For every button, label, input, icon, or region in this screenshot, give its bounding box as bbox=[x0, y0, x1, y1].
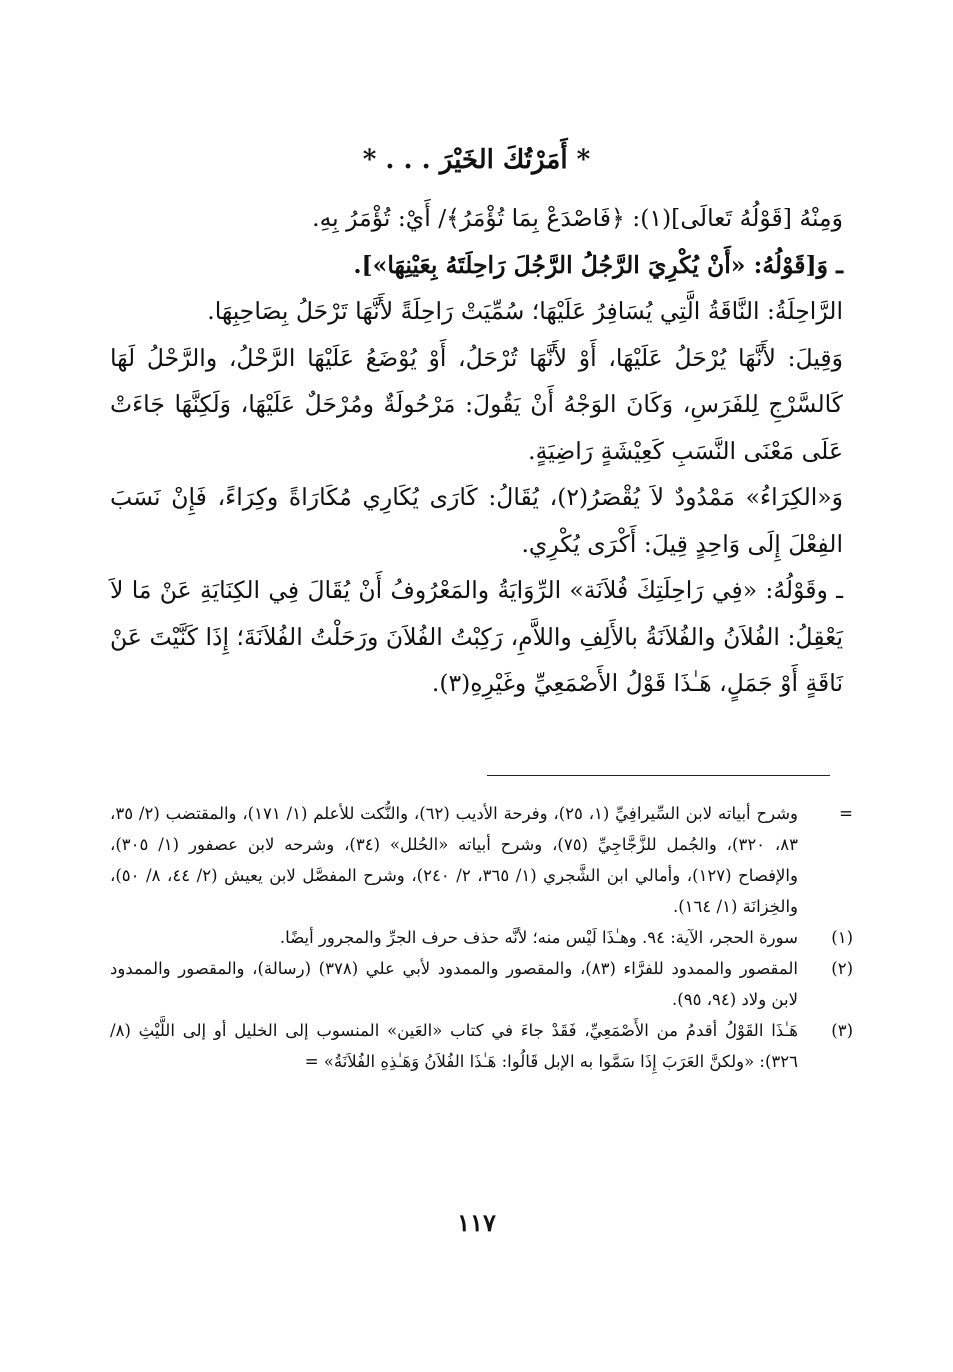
footnote-divider bbox=[487, 775, 830, 776]
section-heading: * أَمَرْتُكَ الخَيْرَ . . . * bbox=[362, 145, 591, 175]
footnotes bbox=[110, 798, 853, 1077]
footnote-item bbox=[110, 798, 853, 922]
footnote-item bbox=[110, 922, 853, 953]
paragraph-line: وَ«الكِرَاءُ» مَمْدُودٌ لاَ يُقْصَرُ(٢)، يُقَالُ: كَارَى يُكَارِي مُكَارَاةً وكِرَاءً، فَإِنْ نَسَبَ الفِعْلَ إِلَى وَاحِدٍ قِيلَ: أَكْرَى يُكْرِي. bbox=[110, 483, 843, 558]
paragraph-line: الرَّاحِلَةُ: النَّاقَةُ الَّتِي يُسَافِرُ عَلَيْهَا؛ سُمِّيَتْ رَاحِلَةً لأَنَّهَا تَرْحَلُ بِصَاحِبِهَا. bbox=[207, 297, 843, 325]
paragraph-line: ـ وقَوْلُهُ: «فِي رَاحِلَتِكَ فُلاَنَة» الرِّوَايَةُ والمَعْرُوفُ أَنْ يُقَالَ فِي الكِنَايَةِ عَنْ مَا لاَ يَعْقِلُ: الفُلاَنُ والفُلاَنَةُ بالأَلِفِ واللاَّمِ، رَكِبْتُ الفُلاَنَ ورَحَلْتُ الفُلاَنَةَ؛ إِذَا كَنَّيْتَ عَنْ نَاقَةٍ أَوْ جَمَلٍ، هَـٰذَا قَوْلُ الأَصْمَعِيِّ وغَيْرِهِ(٣). bbox=[110, 576, 843, 697]
main-text bbox=[110, 195, 843, 707]
footnote-number: (٣) bbox=[831, 1021, 853, 1040]
footnote-item bbox=[110, 953, 853, 1015]
page-number: ١١٧ bbox=[457, 1208, 496, 1237]
footnote-number: (٢) bbox=[831, 959, 853, 978]
paragraph-line: وَمِنْهُ [قَوْلُهُ تَعالَى](١): ﴿فَاصْدَعْ بِمَا تُؤْمَرُ﴾/ أَيْ: تُؤْمَرُ بِهِ. bbox=[312, 204, 843, 232]
footnote-text: سورة الحجر، الآية: ٩٤. وهـٰذَا لَيْس منه؛ لأنَّه حذف حرف الجرِّ والمجرور أيضًا. bbox=[279, 928, 798, 947]
footnote-number: = bbox=[839, 804, 853, 823]
paragraph-line: ـ وَ[قَوْلُهُ: «أَنْ يُكْرِيَ الرَّجُلُ الرَّجُلَ رَاحِلَتَهُ بِعَيْنِهَا»]. bbox=[353, 250, 843, 279]
footnote-text: هَـٰذَا القَوْلُ أقدمُ من الأَصْمَعِيِّ، فَقَدْ جاءَ في كتاب «العَين» المنسوب إلى الخليل أو إلى اللَّيْثِ (٨/ ٣٢٦): «ولكنَّ العَرَبَ إِذَا سَمَّوا به الإبل قَالُوا: هَـٰذَا الفُلاَنُ وَهَـٰذِهِ الفُلاَنَةُ» = bbox=[110, 1021, 798, 1071]
paragraph-line: وَقِيلَ: لأَنَّهَا يُرْحَلُ عَلَيْهَا، أَوْ لأَنَّهَا تُرْحَلُ، أَوْ يُوْضَعُ عَلَيْهَا الرَّحْلُ، والرَّحْلُ لَهَا كَالسَّرْجِ لِلفَرَسِ، وَكَانَ الوَجْهُ أَنْ يَقُولَ: مَرْحُولَةٌ ومُرْحَلٌ عَلَيْهَا، وَلَكِنَّهَا جَاءَتْ عَلَى مَعْنَى النَّسَبِ كَعِيْشَةٍ رَاضِيَةٍ. bbox=[110, 343, 843, 465]
footnote-item bbox=[110, 1015, 853, 1077]
footnote-text: وشرح أبياته لابن السِّيرافِيِّ (١، ٢٥)، وفرحة الأديب (٦٢)، والنُّكت للأعلم (١/ ١٧١)، والمقتضب (٢/ ٣٥، ٨٣، ٣٢٠)، والجُمل للزَّجَّاجِيِّ (٧٥)، وشرح أبياته «الحُلل» (٣٤)، وشرحه لابن عصفور (١/ ٣٠٥)، والإفصاح (١٢٧)، وأمالي ابن الشَّجري (١/ ٣٦٥، ٢/ ٢٤٠)، وشرح المفصَّل لابن يعيش (٢/ ٤٤، ٨/ ٥٠)، والخِزانَة (١/ ١٦٤). bbox=[110, 804, 798, 916]
footnote-number: (١) bbox=[831, 928, 853, 947]
footnote-text: المقصور والممدود للفرَّاء (٨٣)، والمقصور والممدود لأبي علي (٣٧٨) (رسالة)، والمقصور والممدود لابن ولاد (٩٤، ٩٥). bbox=[110, 959, 799, 1009]
